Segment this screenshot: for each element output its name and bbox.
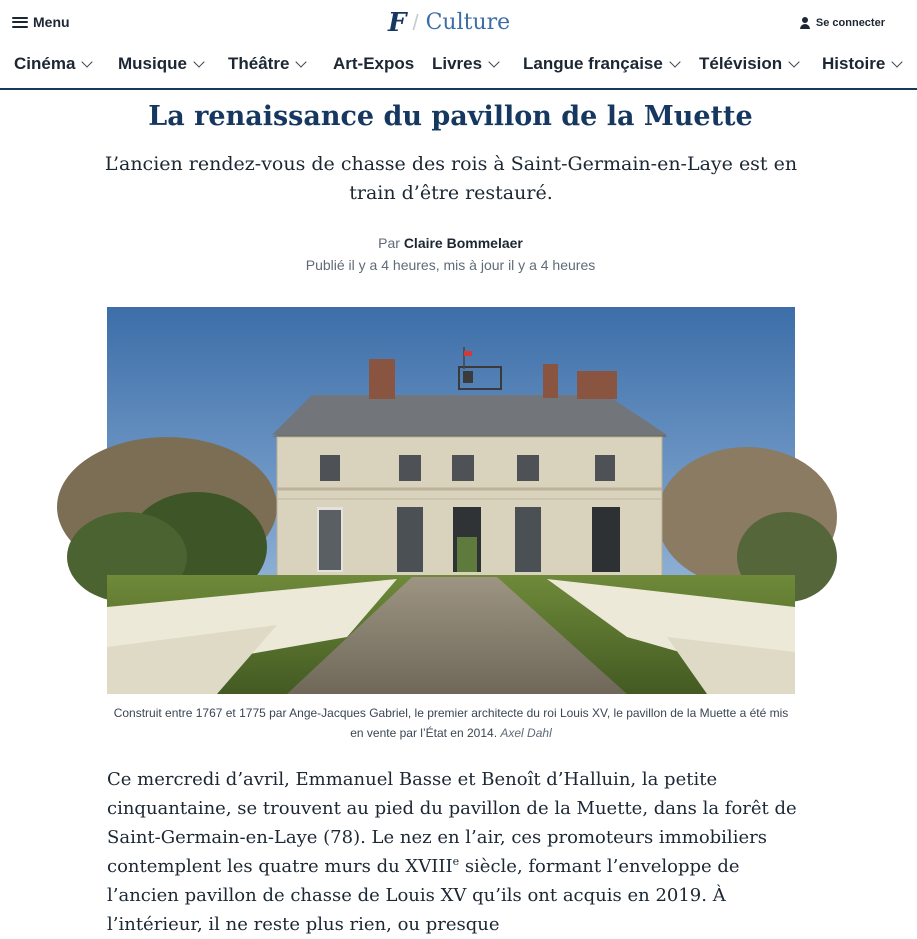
article-headline: La renaissance du pavillon de la Muette [148, 101, 753, 132]
body-text-part1: Ce mercredi d’avril, Emmanuel Basse et Benoît d’Halluin, la petite cinquantaine, se trouvent au pied du pavillon de la Muette, dans la forêt de Saint-Germain-en-Laye (78). Le nez en l’air, ces promoteurs immobiliers contemplent les quatre murs du XVIII [107, 769, 797, 877]
nav-item-television[interactable] [699, 54, 798, 74]
nav-item-label: Cinéma [14, 54, 76, 73]
section-nav [0, 46, 917, 90]
nav-item-theatre[interactable] [228, 54, 305, 74]
nav-item-label: Théâtre [228, 54, 290, 73]
chevron-down-icon [488, 56, 499, 67]
publish-dates: Publié il y a 4 heures, mis à jour il y a 4 heures [305, 257, 596, 273]
nav-item-label: Histoire [822, 54, 886, 73]
nav-item-musique[interactable] [118, 54, 203, 74]
body-superscript: e [452, 855, 460, 868]
nav-item-label: Livres [432, 54, 483, 73]
menu-button[interactable] [12, 14, 70, 30]
section-name: Culture [425, 10, 511, 35]
article-standfirst: L’ancien rendez-vous de chasse des rois à Saint-Germain-en-Laye est en train d’être restauré. [104, 153, 798, 204]
nav-item-label: Langue française [523, 54, 663, 73]
photo-caption [107, 703, 795, 743]
nav-item-label: Télévision [699, 54, 783, 73]
nav-item-label: Art-Expos [333, 54, 415, 73]
hamburger-icon [12, 17, 28, 28]
brand-separator: / [412, 10, 419, 35]
author-link[interactable]: Claire Bommelaer [403, 235, 523, 251]
article-body [107, 765, 797, 939]
byline-prefix: Par [378, 235, 400, 251]
byline [0, 233, 901, 253]
menu-label: Menu [33, 14, 70, 30]
chevron-down-icon [296, 56, 307, 67]
nav-item-histoire[interactable] [822, 54, 901, 74]
login-label: Se connecter [815, 17, 885, 29]
nav-item-livres[interactable] [432, 54, 498, 74]
nav-item-art-expos[interactable] [333, 54, 414, 74]
article-photo [107, 307, 795, 694]
caption-text: Construit entre 1767 et 1775 par Ange-Jacques Gabriel, le premier architecte du roi Louis XV, le pavillon de la Muette a été mis en vente par l’État en 2014. [113, 706, 789, 740]
body-paragraph [107, 765, 797, 939]
top-bar [0, 0, 917, 46]
chevron-down-icon [892, 56, 903, 67]
login-button[interactable] [799, 17, 885, 29]
photo-credit: Axel Dahl [500, 726, 552, 740]
chevron-down-icon [193, 56, 204, 67]
chevron-down-icon [788, 56, 799, 67]
nav-item-cinema[interactable] [14, 54, 91, 74]
nav-item-label: Musique [118, 54, 187, 73]
chevron-down-icon [82, 56, 93, 67]
nav-item-langue-francaise[interactable] [523, 54, 679, 74]
user-icon [799, 17, 811, 29]
figaro-logo: F [388, 8, 407, 38]
body-text-part2: siècle, formant l’enveloppe de l’ancien pavillon de chasse de Louis XV qu’ils ont acquis en 2019. À l’intérieur, il ne reste plus rien, ou presque [107, 856, 740, 935]
chevron-down-icon [669, 56, 680, 67]
brand-link[interactable] [388, 8, 510, 38]
